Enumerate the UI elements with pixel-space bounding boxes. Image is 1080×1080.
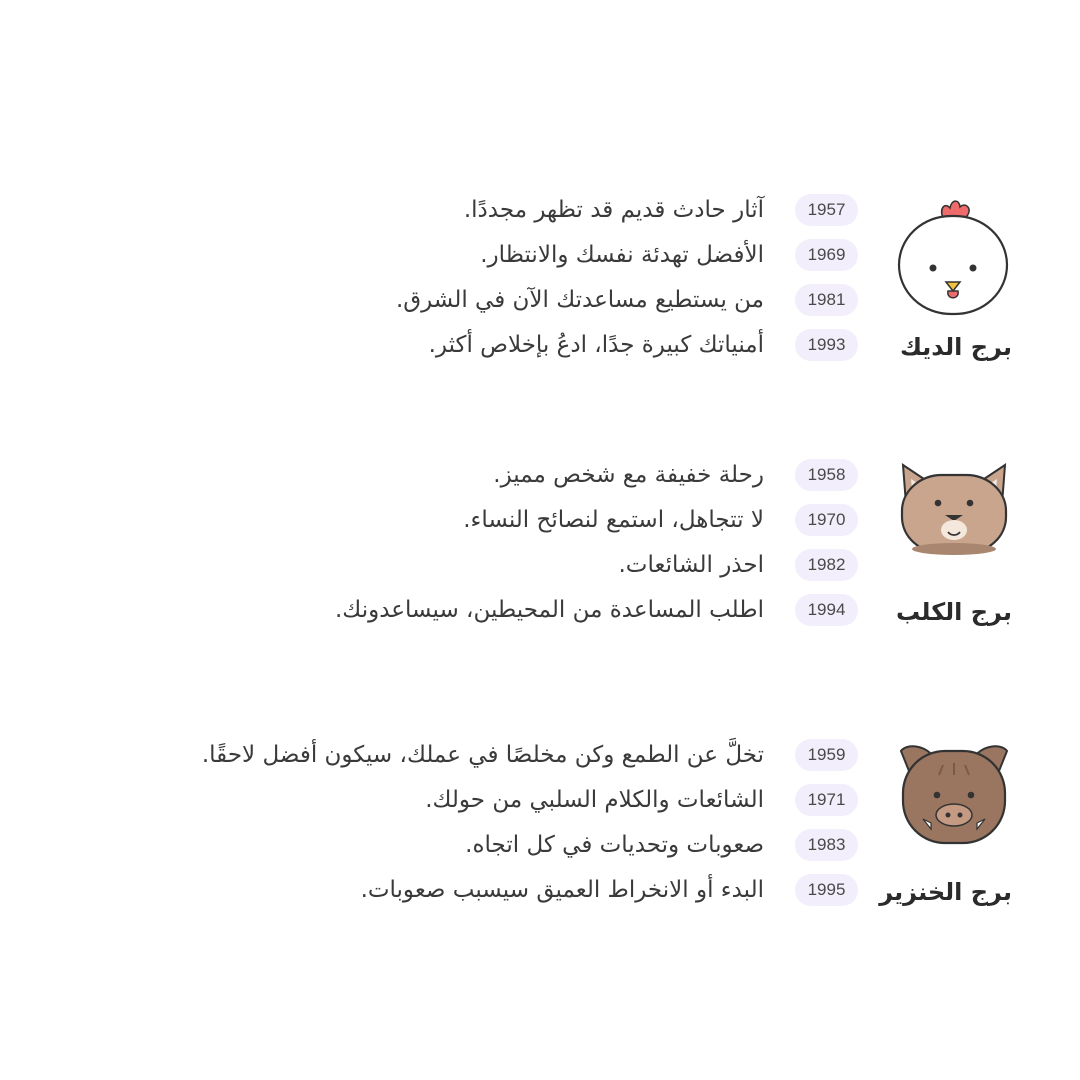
zodiac-section-pig xyxy=(0,725,1080,945)
year-badge: 1983 xyxy=(795,829,858,861)
prediction-text: أمنياتك كبيرة جدًا، ادعُ بإخلاص أكثر. xyxy=(428,332,764,358)
year-badge: 1982 xyxy=(795,549,858,581)
year-badge: 1969 xyxy=(795,239,858,271)
prediction-text: من يستطيع مساعدتك الآن في الشرق. xyxy=(395,287,764,313)
prediction-text: رحلة خفيفة مع شخص مميز. xyxy=(493,462,764,488)
year-badge: 1959 xyxy=(795,739,858,771)
prediction-row xyxy=(0,457,1080,502)
year-badge: 1981 xyxy=(795,284,858,316)
prediction-row xyxy=(0,237,1080,282)
prediction-row xyxy=(0,282,1080,327)
zodiac-sign-name: برج الديك xyxy=(899,333,1012,361)
prediction-row xyxy=(0,827,1080,872)
zodiac-section-rooster xyxy=(0,180,1080,400)
prediction-text: تخلَّ عن الطمع وكن مخلصًا في عملك، سيكون أفضل لاحقًا. xyxy=(201,742,764,768)
prediction-row xyxy=(0,737,1080,782)
prediction-row xyxy=(0,192,1080,237)
year-badge: 1971 xyxy=(795,784,858,816)
prediction-row xyxy=(0,502,1080,547)
year-badge: 1995 xyxy=(795,874,858,906)
year-badge: 1970 xyxy=(795,504,858,536)
prediction-text: الشائعات والكلام السلبي من حولك. xyxy=(425,787,764,813)
zodiac-section-dog xyxy=(0,445,1080,665)
prediction-text: آثار حادث قديم قد تظهر مجددًا. xyxy=(463,197,764,223)
prediction-text: احذر الشائعات. xyxy=(618,552,764,578)
year-badge: 1994 xyxy=(795,594,858,626)
prediction-text: الأفضل تهدئة نفسك والانتظار. xyxy=(480,242,764,268)
prediction-text: البدء أو الانخراط العميق سيسبب صعوبات. xyxy=(360,877,764,903)
prediction-row xyxy=(0,872,1080,917)
prediction-text: لا تتجاهل، استمع لنصائح النساء. xyxy=(463,507,764,533)
year-badge: 1958 xyxy=(795,459,858,491)
zodiac-sign-name: برج الخنزير xyxy=(879,878,1012,906)
year-badge: 1957 xyxy=(795,194,858,226)
prediction-text: صعوبات وتحديات في كل اتجاه. xyxy=(465,832,764,858)
prediction-text: اطلب المساعدة من المحيطين، سيساعدونك. xyxy=(335,597,764,623)
year-badge: 1993 xyxy=(795,329,858,361)
prediction-row xyxy=(0,782,1080,827)
zodiac-sign-name: برج الكلب xyxy=(896,598,1012,626)
prediction-row xyxy=(0,327,1080,372)
prediction-row xyxy=(0,547,1080,592)
prediction-row xyxy=(0,592,1080,637)
